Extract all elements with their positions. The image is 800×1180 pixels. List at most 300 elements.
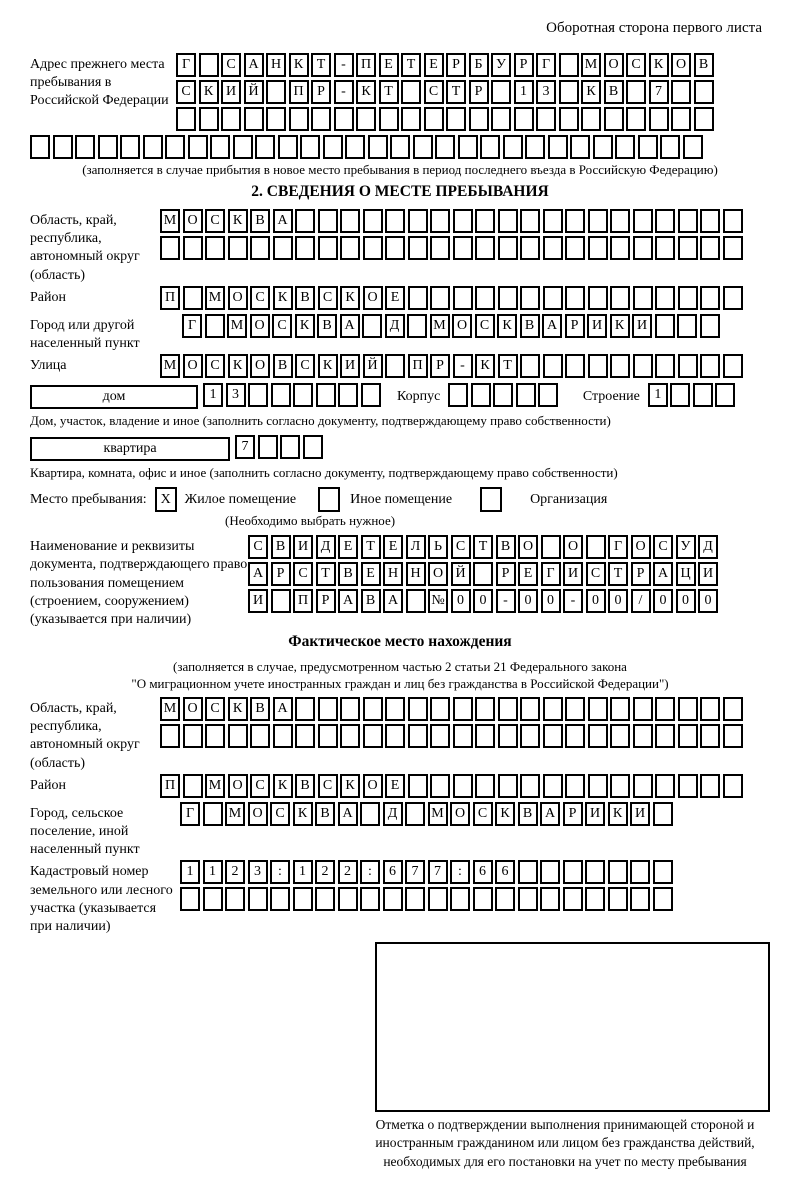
char-box[interactable] (255, 135, 275, 159)
char-box[interactable] (408, 209, 428, 233)
char-box[interactable]: К (610, 314, 630, 338)
char-box[interactable] (30, 135, 50, 159)
char-box[interactable] (363, 697, 383, 721)
char-box[interactable]: 3 (248, 860, 268, 884)
char-box[interactable] (610, 286, 630, 310)
char-box[interactable]: П (408, 354, 428, 378)
char-box[interactable] (210, 135, 230, 159)
char-box[interactable] (362, 314, 382, 338)
char-box[interactable]: В (250, 209, 270, 233)
char-box[interactable] (630, 887, 650, 911)
char-box[interactable] (408, 774, 428, 798)
char-box[interactable]: К (318, 354, 338, 378)
char-box[interactable] (390, 135, 410, 159)
char-box[interactable]: В (496, 535, 516, 559)
char-box[interactable] (700, 314, 720, 338)
char-box[interactable]: 7 (405, 860, 425, 884)
char-box[interactable]: В (315, 802, 335, 826)
char-box[interactable]: П (289, 80, 309, 104)
char-box[interactable] (588, 724, 608, 748)
char-box[interactable] (453, 697, 473, 721)
char-box[interactable]: В (338, 562, 358, 586)
char-box[interactable]: Р (514, 53, 534, 77)
char-box[interactable]: К (356, 80, 376, 104)
char-box[interactable] (678, 354, 698, 378)
char-box[interactable] (678, 209, 698, 233)
char-box[interactable] (199, 53, 219, 77)
char-box[interactable] (385, 354, 405, 378)
char-box[interactable] (514, 107, 534, 131)
char-box[interactable] (295, 209, 315, 233)
char-box[interactable] (593, 135, 613, 159)
char-box[interactable]: М (227, 314, 247, 338)
char-box[interactable]: Е (518, 562, 538, 586)
char-box[interactable] (311, 107, 331, 131)
char-box[interactable] (160, 724, 180, 748)
char-box[interactable]: 1 (514, 80, 534, 104)
char-box[interactable]: О (518, 535, 538, 559)
char-box[interactable] (520, 286, 540, 310)
char-box[interactable]: Н (406, 562, 426, 586)
char-box[interactable] (407, 314, 427, 338)
char-box[interactable]: О (250, 314, 270, 338)
char-box[interactable]: М (160, 697, 180, 721)
char-box[interactable] (588, 209, 608, 233)
char-box[interactable] (610, 236, 630, 260)
char-box[interactable]: 6 (495, 860, 515, 884)
char-box[interactable] (678, 724, 698, 748)
char-box[interactable] (120, 135, 140, 159)
char-box[interactable] (368, 135, 388, 159)
char-box[interactable] (585, 860, 605, 884)
char-box[interactable] (626, 107, 646, 131)
char-box[interactable] (541, 535, 561, 559)
char-box[interactable]: О (604, 53, 624, 77)
char-box[interactable]: К (228, 697, 248, 721)
kvartira-wide-box[interactable]: квартира (30, 437, 230, 461)
char-box[interactable]: С (626, 53, 646, 77)
char-box[interactable]: Р (496, 562, 516, 586)
char-box[interactable] (653, 887, 673, 911)
char-box[interactable] (518, 887, 538, 911)
char-box[interactable] (538, 383, 558, 407)
char-box[interactable] (498, 774, 518, 798)
char-box[interactable]: 2 (338, 860, 358, 884)
char-box[interactable] (469, 107, 489, 131)
char-box[interactable]: Т (401, 53, 421, 77)
char-box[interactable]: Н (383, 562, 403, 586)
char-box[interactable]: С (176, 80, 196, 104)
char-box[interactable] (563, 887, 583, 911)
char-box[interactable]: С (205, 209, 225, 233)
char-box[interactable] (176, 107, 196, 131)
char-box[interactable] (435, 135, 455, 159)
char-box[interactable]: О (183, 209, 203, 233)
char-box[interactable] (334, 107, 354, 131)
char-box[interactable] (300, 135, 320, 159)
char-box[interactable]: Е (361, 562, 381, 586)
char-box[interactable]: В (273, 354, 293, 378)
char-box[interactable]: К (273, 774, 293, 798)
char-box[interactable] (694, 80, 714, 104)
char-box[interactable]: К (289, 53, 309, 77)
char-box[interactable] (203, 887, 223, 911)
char-box[interactable] (543, 724, 563, 748)
char-box[interactable] (160, 236, 180, 260)
char-box[interactable] (565, 236, 585, 260)
char-box[interactable] (723, 354, 743, 378)
char-box[interactable]: Л (406, 535, 426, 559)
char-box[interactable] (225, 887, 245, 911)
char-box[interactable] (408, 697, 428, 721)
char-box[interactable] (630, 860, 650, 884)
char-box[interactable] (536, 107, 556, 131)
char-box[interactable] (516, 383, 536, 407)
char-box[interactable] (655, 286, 675, 310)
char-box[interactable]: К (228, 209, 248, 233)
char-box[interactable] (543, 236, 563, 260)
char-box[interactable] (430, 286, 450, 310)
char-box[interactable] (520, 724, 540, 748)
char-box[interactable]: Е (385, 286, 405, 310)
char-box[interactable] (471, 383, 491, 407)
char-box[interactable]: В (361, 589, 381, 613)
char-box[interactable] (475, 209, 495, 233)
char-box[interactable] (678, 286, 698, 310)
char-box[interactable] (543, 209, 563, 233)
char-box[interactable] (548, 135, 568, 159)
char-box[interactable]: Р (631, 562, 651, 586)
char-box[interactable] (270, 887, 290, 911)
char-box[interactable] (53, 135, 73, 159)
char-box[interactable] (655, 697, 675, 721)
char-box[interactable] (638, 135, 658, 159)
char-box[interactable] (385, 236, 405, 260)
char-box[interactable] (723, 697, 743, 721)
char-box[interactable] (289, 107, 309, 131)
char-box[interactable] (626, 80, 646, 104)
char-box[interactable] (475, 774, 495, 798)
char-box[interactable]: С (318, 774, 338, 798)
char-box[interactable]: К (340, 286, 360, 310)
char-box[interactable]: 7 (649, 80, 669, 104)
char-box[interactable]: 0 (698, 589, 718, 613)
char-box[interactable] (165, 135, 185, 159)
char-box[interactable] (180, 887, 200, 911)
char-box[interactable] (271, 383, 291, 407)
char-box[interactable] (570, 135, 590, 159)
char-box[interactable]: П (293, 589, 313, 613)
char-box[interactable] (143, 135, 163, 159)
char-box[interactable]: Р (446, 53, 466, 77)
char-box[interactable] (723, 286, 743, 310)
char-box[interactable] (543, 774, 563, 798)
char-box[interactable]: В (518, 802, 538, 826)
char-box[interactable] (448, 383, 468, 407)
char-box[interactable]: Е (338, 535, 358, 559)
char-box[interactable] (345, 135, 365, 159)
char-box[interactable]: : (450, 860, 470, 884)
char-box[interactable]: 6 (383, 860, 403, 884)
char-box[interactable] (700, 354, 720, 378)
char-box[interactable]: Е (424, 53, 444, 77)
char-box[interactable]: А (340, 314, 360, 338)
char-box[interactable] (543, 286, 563, 310)
char-box[interactable]: Т (379, 80, 399, 104)
char-box[interactable] (565, 209, 585, 233)
char-box[interactable] (610, 697, 630, 721)
char-box[interactable] (318, 724, 338, 748)
char-box[interactable] (693, 383, 713, 407)
char-box[interactable] (543, 697, 563, 721)
char-box[interactable] (453, 774, 473, 798)
char-box[interactable]: А (273, 209, 293, 233)
char-box[interactable] (188, 135, 208, 159)
char-box[interactable]: К (581, 80, 601, 104)
char-box[interactable] (655, 724, 675, 748)
char-box[interactable]: О (183, 697, 203, 721)
char-box[interactable] (340, 724, 360, 748)
char-box[interactable] (475, 286, 495, 310)
char-box[interactable]: О (563, 535, 583, 559)
dom-wide-box[interactable]: дом (30, 385, 198, 409)
char-box[interactable]: С (318, 286, 338, 310)
char-box[interactable] (273, 724, 293, 748)
char-box[interactable]: Д (385, 314, 405, 338)
char-box[interactable] (406, 589, 426, 613)
char-box[interactable] (588, 236, 608, 260)
char-box[interactable]: К (340, 774, 360, 798)
char-box[interactable]: 0 (676, 589, 696, 613)
char-box[interactable] (498, 236, 518, 260)
char-box[interactable] (655, 354, 675, 378)
char-box[interactable]: № (428, 589, 448, 613)
char-box[interactable]: И (587, 314, 607, 338)
char-box[interactable]: Е (383, 535, 403, 559)
char-box[interactable]: Р (430, 354, 450, 378)
char-box[interactable]: О (250, 354, 270, 378)
char-box[interactable]: И (248, 589, 268, 613)
char-box[interactable]: К (293, 802, 313, 826)
char-box[interactable] (340, 236, 360, 260)
char-box[interactable] (540, 887, 560, 911)
char-box[interactable]: М (581, 53, 601, 77)
char-box[interactable]: 1 (203, 383, 223, 407)
char-box[interactable] (233, 135, 253, 159)
char-box[interactable] (453, 236, 473, 260)
char-box[interactable]: С (248, 535, 268, 559)
char-box[interactable]: - (334, 53, 354, 77)
char-box[interactable]: Ц (676, 562, 696, 586)
char-box[interactable] (604, 107, 624, 131)
char-box[interactable]: Ь (428, 535, 448, 559)
char-box[interactable] (633, 209, 653, 233)
char-box[interactable]: 0 (451, 589, 471, 613)
char-box[interactable] (360, 887, 380, 911)
char-box[interactable] (503, 135, 523, 159)
char-box[interactable]: 1 (203, 860, 223, 884)
char-box[interactable] (588, 354, 608, 378)
char-box[interactable] (633, 724, 653, 748)
char-box[interactable] (401, 80, 421, 104)
char-box[interactable] (228, 724, 248, 748)
char-box[interactable]: Г (541, 562, 561, 586)
char-box[interactable] (633, 286, 653, 310)
char-box[interactable] (581, 107, 601, 131)
char-box[interactable]: П (160, 774, 180, 798)
char-box[interactable]: Р (271, 562, 291, 586)
char-box[interactable]: О (428, 562, 448, 586)
char-box[interactable]: Г (180, 802, 200, 826)
char-box[interactable]: В (250, 697, 270, 721)
char-box[interactable] (559, 53, 579, 77)
char-box[interactable]: Й (451, 562, 471, 586)
char-box[interactable] (655, 209, 675, 233)
char-box[interactable]: А (383, 589, 403, 613)
char-box[interactable] (565, 354, 585, 378)
char-box[interactable]: А (542, 314, 562, 338)
char-box[interactable] (608, 887, 628, 911)
char-box[interactable]: Р (311, 80, 331, 104)
char-box[interactable] (495, 887, 515, 911)
char-box[interactable]: К (295, 314, 315, 338)
char-box[interactable] (493, 383, 513, 407)
char-box[interactable]: - (453, 354, 473, 378)
char-box[interactable] (318, 697, 338, 721)
char-box[interactable]: 7 (428, 860, 448, 884)
char-box[interactable]: 0 (473, 589, 493, 613)
char-box[interactable] (199, 107, 219, 131)
char-box[interactable] (670, 383, 690, 407)
char-box[interactable] (520, 697, 540, 721)
char-box[interactable] (315, 887, 335, 911)
char-box[interactable] (491, 80, 511, 104)
char-box[interactable]: С (270, 802, 290, 826)
char-box[interactable]: А (338, 589, 358, 613)
char-box[interactable]: Й (363, 354, 383, 378)
checkbox-zhiloe[interactable]: X (155, 487, 177, 512)
char-box[interactable]: : (270, 860, 290, 884)
char-box[interactable]: К (608, 802, 628, 826)
char-box[interactable] (361, 383, 381, 407)
char-box[interactable]: К (495, 802, 515, 826)
char-box[interactable] (295, 697, 315, 721)
char-box[interactable] (273, 236, 293, 260)
char-box[interactable] (266, 80, 286, 104)
char-box[interactable] (248, 887, 268, 911)
char-box[interactable]: И (698, 562, 718, 586)
char-box[interactable]: 0 (586, 589, 606, 613)
char-box[interactable] (588, 697, 608, 721)
char-box[interactable] (293, 887, 313, 911)
char-box[interactable]: У (491, 53, 511, 77)
char-box[interactable]: М (225, 802, 245, 826)
char-box[interactable]: О (452, 314, 472, 338)
char-box[interactable] (520, 774, 540, 798)
char-box[interactable] (678, 774, 698, 798)
char-box[interactable]: М (160, 354, 180, 378)
char-box[interactable] (401, 107, 421, 131)
char-box[interactable] (653, 860, 673, 884)
char-box[interactable] (203, 802, 223, 826)
char-box[interactable]: И (585, 802, 605, 826)
char-box[interactable] (633, 697, 653, 721)
char-box[interactable] (405, 802, 425, 826)
char-box[interactable] (677, 314, 697, 338)
char-box[interactable] (700, 286, 720, 310)
char-box[interactable] (408, 236, 428, 260)
char-box[interactable] (446, 107, 466, 131)
char-box[interactable] (700, 697, 720, 721)
char-box[interactable] (428, 887, 448, 911)
char-box[interactable]: С (272, 314, 292, 338)
char-box[interactable]: С (205, 697, 225, 721)
char-box[interactable] (610, 209, 630, 233)
char-box[interactable]: Г (176, 53, 196, 77)
char-box[interactable]: Н (266, 53, 286, 77)
char-box[interactable] (363, 236, 383, 260)
char-box[interactable]: Г (182, 314, 202, 338)
char-box[interactable] (498, 697, 518, 721)
char-box[interactable]: Д (698, 535, 718, 559)
char-box[interactable] (385, 724, 405, 748)
char-box[interactable]: А (338, 802, 358, 826)
char-box[interactable]: М (205, 286, 225, 310)
char-box[interactable] (453, 724, 473, 748)
char-box[interactable]: О (228, 774, 248, 798)
char-box[interactable] (205, 314, 225, 338)
char-box[interactable] (649, 107, 669, 131)
char-box[interactable]: М (430, 314, 450, 338)
char-box[interactable] (385, 697, 405, 721)
char-box[interactable] (655, 236, 675, 260)
char-box[interactable] (205, 236, 225, 260)
char-box[interactable]: 6 (473, 860, 493, 884)
char-box[interactable]: К (228, 354, 248, 378)
char-box[interactable] (205, 724, 225, 748)
char-box[interactable] (671, 107, 691, 131)
char-box[interactable] (700, 209, 720, 233)
char-box[interactable]: А (273, 697, 293, 721)
char-box[interactable] (473, 562, 493, 586)
char-box[interactable]: С (250, 774, 270, 798)
char-box[interactable]: С (653, 535, 673, 559)
char-box[interactable] (379, 107, 399, 131)
char-box[interactable] (458, 135, 478, 159)
char-box[interactable]: В (520, 314, 540, 338)
char-box[interactable]: И (630, 802, 650, 826)
char-box[interactable] (338, 887, 358, 911)
char-box[interactable] (480, 135, 500, 159)
char-box[interactable]: Т (498, 354, 518, 378)
char-box[interactable] (293, 383, 313, 407)
char-box[interactable]: 1 (293, 860, 313, 884)
char-box[interactable] (615, 135, 635, 159)
char-box[interactable]: С (221, 53, 241, 77)
char-box[interactable] (303, 435, 323, 459)
char-box[interactable] (250, 724, 270, 748)
checkbox-organizatsiya[interactable] (480, 487, 502, 512)
char-box[interactable]: Т (311, 53, 331, 77)
char-box[interactable]: 1 (180, 860, 200, 884)
char-box[interactable]: Д (383, 802, 403, 826)
char-box[interactable]: Б (469, 53, 489, 77)
char-box[interactable]: П (356, 53, 376, 77)
char-box[interactable]: Т (473, 535, 493, 559)
char-box[interactable] (258, 435, 278, 459)
char-box[interactable]: А (653, 562, 673, 586)
char-box[interactable] (248, 383, 268, 407)
